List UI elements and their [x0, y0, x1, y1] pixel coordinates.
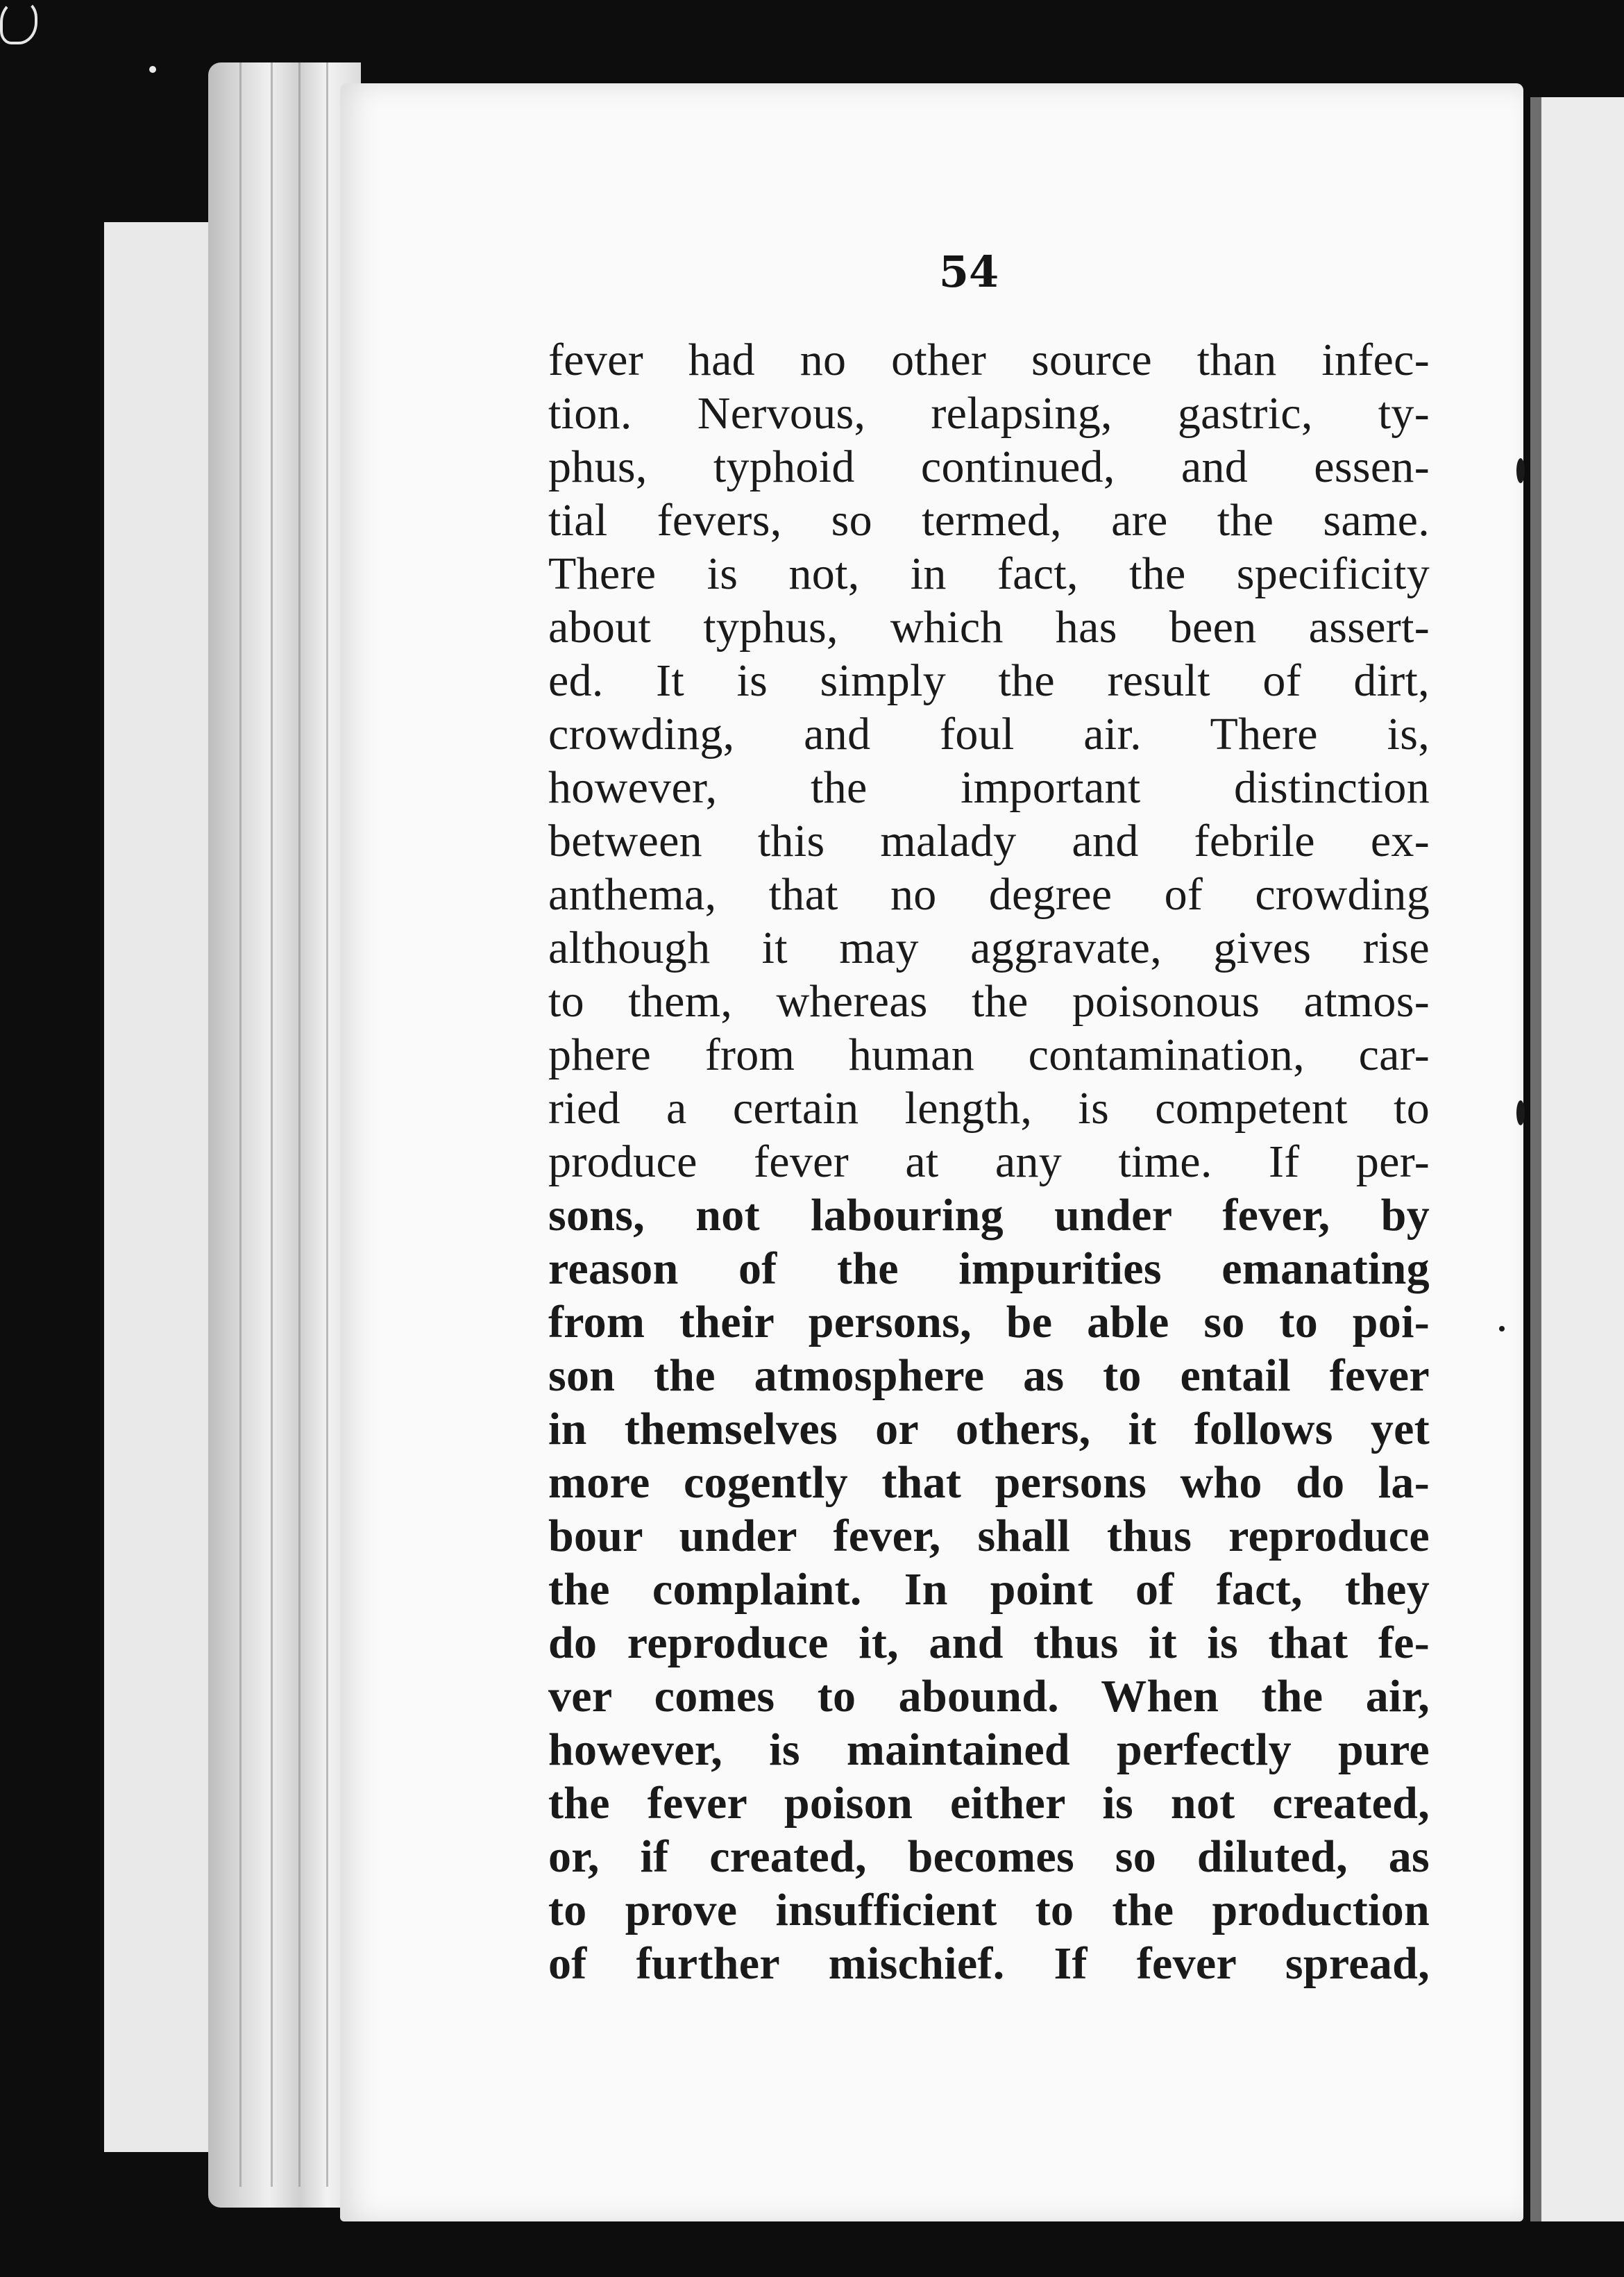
binding-mark [1516, 1100, 1525, 1125]
text-line: more cogently that persons who do la- [548, 1457, 1430, 1508]
text-line: tial fevers, so termed, are the same. [548, 495, 1430, 546]
binding-mark [1516, 458, 1525, 483]
page-edges [208, 62, 361, 2208]
text-line: fever had no other source than infec- [548, 335, 1430, 385]
text-line: or, if created, becomes so diluted, as [548, 1831, 1430, 1882]
text-line: about typhus, which has been assert- [548, 602, 1430, 653]
text-line: the fever poison either is not created, [548, 1778, 1430, 1829]
page-edge-line [298, 62, 301, 2187]
text-line: sons, not labouring under fever, by [548, 1190, 1430, 1241]
text-line: reason of the impurities emanating [548, 1243, 1430, 1294]
text-line: to them, whereas the poisonous atmos- [548, 976, 1430, 1027]
text-line: however, is maintained perfectly pure [548, 1724, 1430, 1775]
text-line: in themselves or others, it follows yet [548, 1404, 1430, 1454]
page-number: 54 [938, 246, 999, 297]
text-line: from their persons, be able so to poi- [548, 1297, 1430, 1347]
page-text [548, 333, 1430, 1990]
page-edge-line [271, 62, 273, 2187]
text-line: tion. Nervous, relapsing, gastric, ty- [548, 388, 1430, 439]
text-line: however, the important distinction [548, 762, 1430, 813]
corner-scan-mark-icon [0, 0, 37, 44]
text-line: ver comes to abound. When the air, [548, 1671, 1430, 1722]
text-line: the complaint. In point of fact, they [548, 1564, 1430, 1615]
ink-speck [1499, 1326, 1505, 1331]
text-line: crowding, and foul air. There is, [548, 709, 1430, 759]
dust-speck [149, 66, 156, 73]
text-line: of further mischief. If fever spread, [548, 1938, 1430, 1989]
page-edge-line [239, 62, 242, 2187]
text-line: phus, typhoid continued, and essen- [548, 442, 1430, 492]
text-line: to prove insufficient to the production [548, 1885, 1430, 1935]
text-line: phere from human contamination, car- [548, 1030, 1430, 1080]
text-line: anthema, that no degree of crowding [548, 869, 1430, 920]
text-line: do reproduce it, and thus it is that fe- [548, 1618, 1430, 1668]
page-edge-line [326, 62, 328, 2187]
text-line: bour under fever, shall thus reproduce [548, 1511, 1430, 1561]
adjacent-page-edge [1530, 97, 1624, 2221]
text-line: although it may aggravate, gives rise [548, 923, 1430, 973]
text-line: There is not, in fact, the specificity [548, 548, 1430, 599]
text-line: between this malady and febrile ex- [548, 816, 1430, 866]
text-line: ried a certain length, is competent to [548, 1083, 1430, 1134]
text-line: produce fever at any time. If per- [548, 1136, 1430, 1187]
text-line: ed. It is simply the result of dirt, [548, 655, 1430, 706]
text-line: son the atmosphere as to entail fever [548, 1350, 1430, 1401]
